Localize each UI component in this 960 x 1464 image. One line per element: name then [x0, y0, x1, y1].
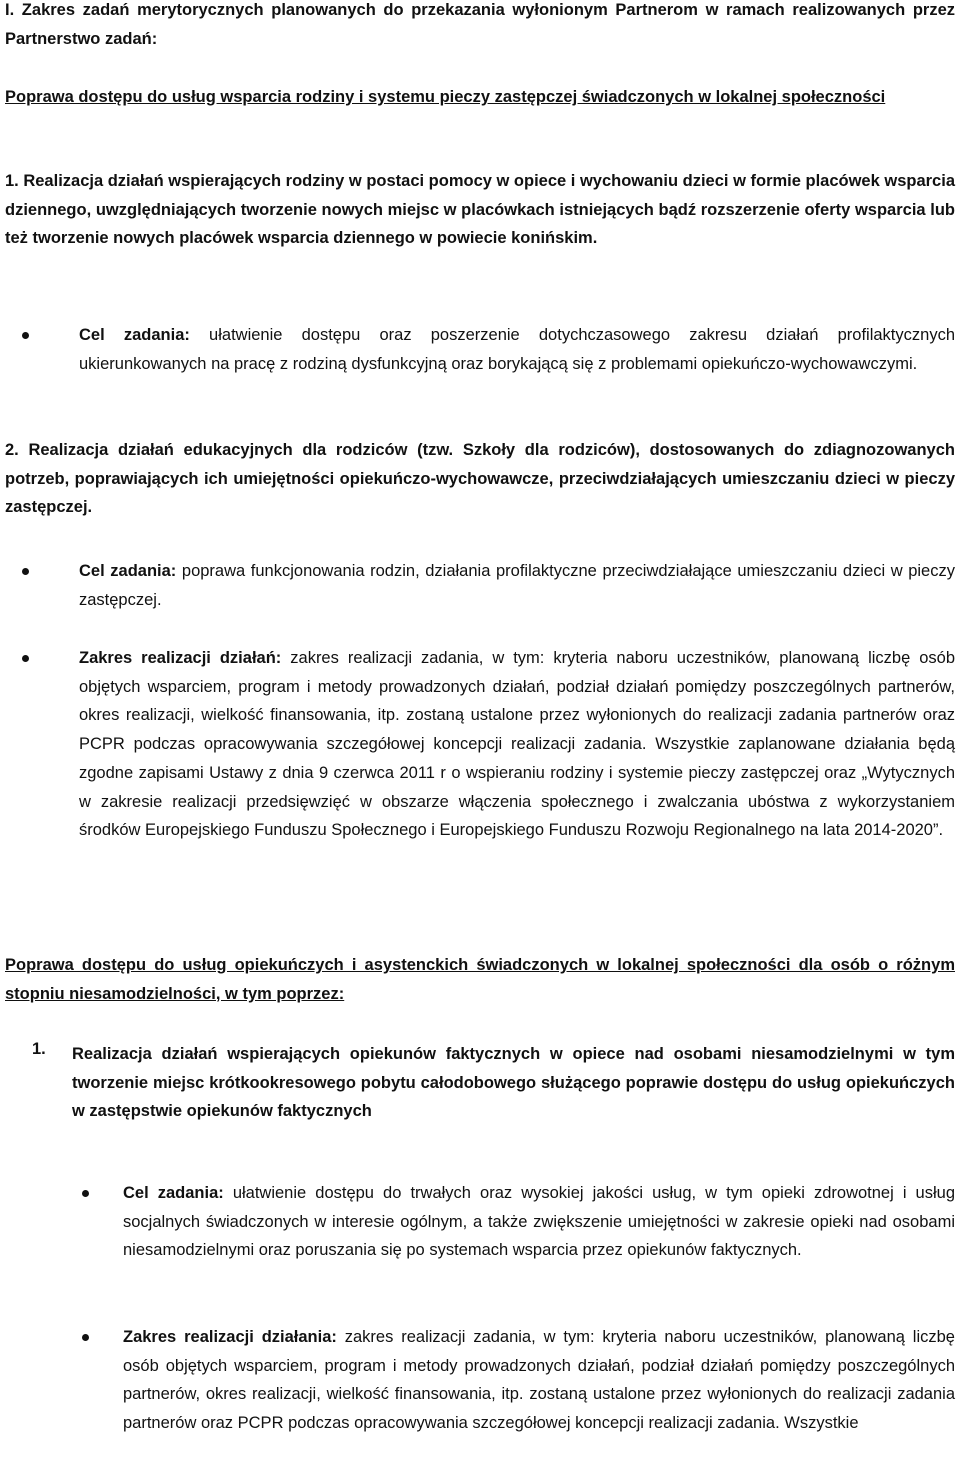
bullet-text [123, 1179, 955, 1265]
bullet-label: Cel zadania: [123, 1184, 224, 1202]
bullet-item-scope-1 [5, 644, 955, 845]
task-text: Realizacja działań wspierających opiekunów faktycznych w opiece nad osobami niesamodzielnymi w tym tworzenie miejsc krótkookresowego pobytu całodobowego służącego poprawie dostępu do usług opiekuńczych w zastępstwie opiekunów faktycznych [72, 1045, 955, 1121]
bullet-body: ułatwienie dostępu do trwałych oraz wysokiej jakości usług, w tym opieki zdrowotnej i usług socjalnych świadczonych w interesie ogólnym, a także zwiększenie umiejętności w zakresie opieki nad osobami niesamodzielnymi oraz poruszania się po systemach wsparcia przez opiekunów faktycznych. [123, 1184, 955, 1260]
bullet-label: Zakres realizacji działania: [123, 1328, 337, 1346]
bullet-dot-icon [22, 655, 29, 662]
section-heading: I. Zakres zadań merytorycznych planowanych do przekazania wyłonionym Partnerom w ramach realizowanych przez Partnerstwo zadań: [5, 1, 955, 48]
bullet-body: ułatwienie dostępu oraz poszerzenie dotychczasowego zakresu działań profilaktycznych ukierunkowanych na pracę z rodziną dysfunkcyjną oraz borykającą się z problemami opiekuńczo-wychowawczymi. [79, 326, 955, 373]
bullet-body: zakres realizacji zadania, w tym: kryteria naboru uczestników, planowaną liczbę osób objętych wsparciem, program i metody prowadzonych działań, podział działań pomiędzy poszczególnych partnerów, okres realizacji, wielkość finansowania, itp. zostaną ustalone przez wyłonionych do realizacji zadania partnerów oraz PCPR podczas opracowywania szczegółowej koncepcji realizacji zadania. Wszystkie [123, 1328, 955, 1433]
task-number: 1. [32, 1040, 46, 1058]
bullet-item-goal-2 [5, 557, 955, 614]
subsection-heading: Poprawa dostępu do usług wsparcia rodziny i systemu pieczy zastępczej świadczonych w lokalnej społeczności [5, 88, 886, 106]
bullet-label: Cel zadania: [79, 326, 190, 344]
task-paragraph-2: 2. Realizacja działań edukacyjnych dla rodziców (tzw. Szkoły dla rodziców), dostosowanych do zdiagnozowanych potrzeb, poprawiających ich umiejętności opiekuńczo-wychowawcze, przeciwdziałających umieszczaniu dzieci w pieczy zastępczej. [5, 441, 955, 517]
bullet-body: zakres realizacji zadania, w tym: kryteria naboru uczestników, planowaną liczbę osób objętych wsparciem, program i metody prowadzonych działań, podział działań pomiędzy poszczególnych partnerów, okres realizacji, wielkość finansowania, itp. zostaną ustalone przez wyłonionych do realizacji zadania partnerów oraz PCPR podczas opracowywania szczegółowej koncepcji realizacji zadania. Wszystkie zaplanowane działania będą zgodne zapisami Ustawy z dnia 9 czerwca 2011 r o wspieraniu rodziny i systemie pieczy zastępczej oraz „Wytycznych w zakresie realizacji przedsięwzięć w obszarze włączenia społecznego i zwalczania ubóstwa z wykorzystaniem środków Europejskiego Funduszu Społecznego i Europejskiego Funduszu Rozwoju Regionalnego na lata 2014-2020”. [79, 649, 955, 840]
bullet-label: Cel zadania: [79, 562, 177, 580]
bullet-dot-icon [82, 1334, 89, 1341]
bullet-dot-icon [22, 568, 29, 575]
subsection-heading-2: Poprawa dostępu do usług opiekuńczych i asystenckich świadczonych w lokalnej społeczności dla osób o różnym stopniu niesamodzielności, w tym poprzez: [5, 956, 955, 1003]
bullet-dot-icon [82, 1190, 89, 1197]
bullet-text [79, 321, 955, 378]
bullet-body: poprawa funkcjonowania rodzin, działania profilaktyczne przeciwdziałające umieszczaniu dzieci w pieczy zastępczej. [79, 562, 955, 609]
task-paragraph-1: 1. Realizacja działań wspierających rodziny w postaci pomocy w opiece i wychowaniu dzieci w formie placówek wsparcia dziennego, uwzględniających tworzenie nowych miejsc w placówkach istniejących bądź rozszerzenie oferty wsparcia lub też tworzenie nowych placówek wsparcia dziennego w powiecie konińskim. [5, 172, 955, 248]
bullet-text [79, 644, 955, 845]
bullet-text [79, 557, 955, 614]
bullet-item-goal-3 [5, 1179, 955, 1265]
bullet-item-goal-1 [5, 321, 955, 378]
bullet-text [123, 1323, 955, 1438]
task-paragraph-3 [5, 1040, 955, 1126]
bullet-dot-icon [22, 332, 29, 339]
bullet-item-scope-2 [5, 1323, 955, 1438]
bullet-label: Zakres realizacji działań: [79, 649, 282, 667]
